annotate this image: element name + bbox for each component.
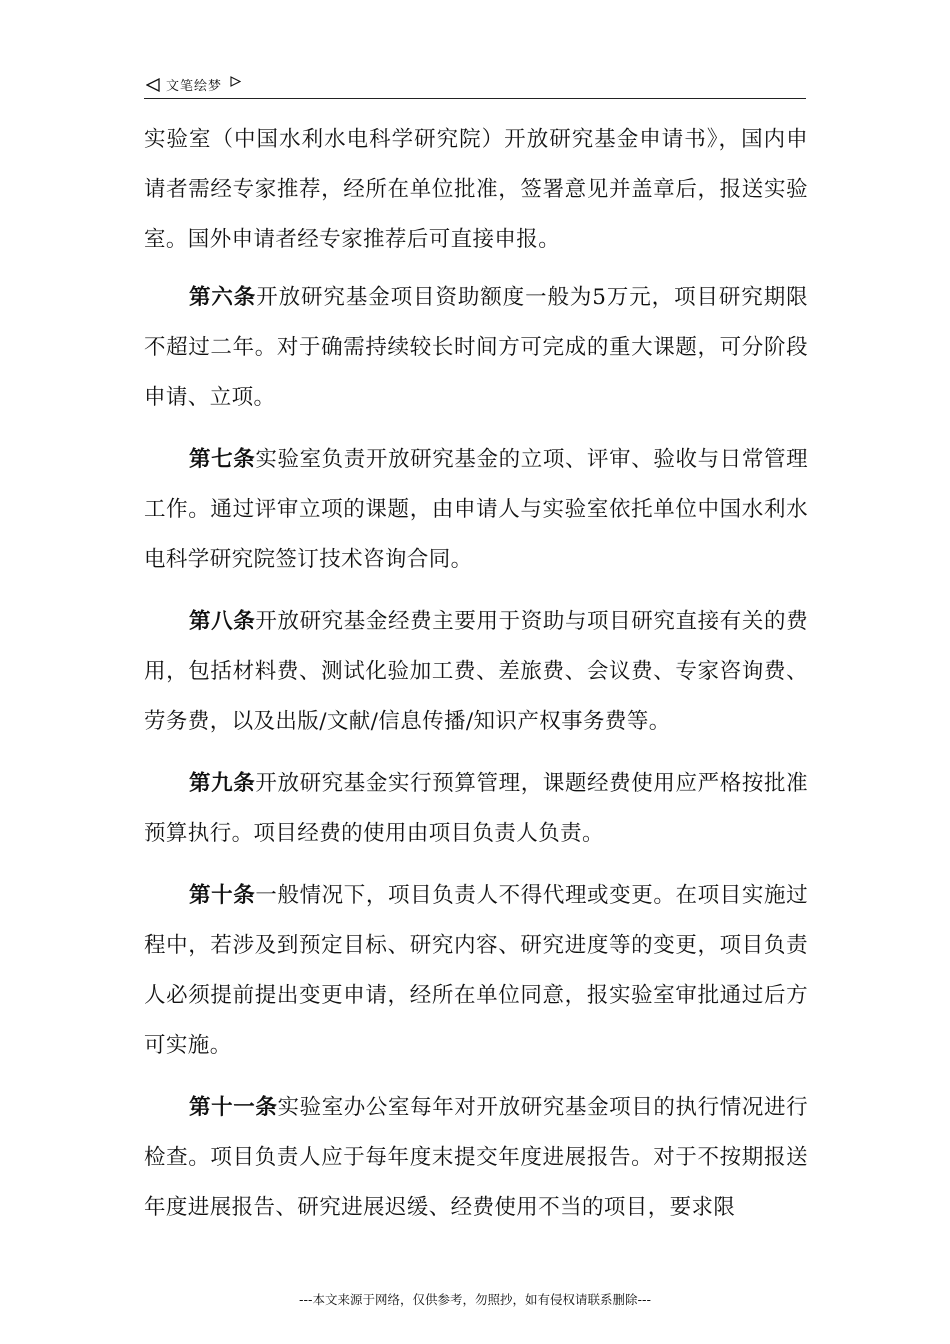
article-9	[144, 759, 808, 859]
article-8	[144, 597, 808, 747]
triangle-left-outline-icon	[146, 78, 160, 92]
header-brand: 文笔绘梦	[166, 79, 223, 94]
article-number: 第十条	[189, 883, 256, 908]
article-text: 实验室负责开放研究基金的立项、评审、验收与日常管理工作。通过评审立项的课题，由申请人与实验室依托单位中国水利水电科学研究院签订技术咨询合同。	[144, 447, 808, 572]
article-number: 第十一条	[189, 1095, 278, 1120]
document-body	[144, 115, 808, 1245]
article-11	[144, 1083, 808, 1233]
article-number: 第六条	[189, 285, 257, 310]
article-text: 开放研究基金项目资助额度一般为5万元，项目研究期限不超过二年。对于确需持续较长时间方可完成的重大课题，可分阶段申请、立项。	[144, 285, 808, 410]
article-10	[144, 871, 808, 1071]
article-text: 开放研究基金经费主要用于资助与项目研究直接有关的费用，包括材料费、测试化验加工费、差旅费、会议费、专家咨询费、劳务费，以及出版/文献/信息传播/知识产权事务费等。	[144, 609, 808, 734]
article-text: 开放研究基金实行预算管理，课题经费使用应严格按批准预算执行。项目经费的使用由项目负责人负责。	[144, 771, 808, 846]
article-number: 第九条	[189, 771, 256, 796]
article-number: 第七条	[189, 447, 256, 472]
triangle-right-outline-icon	[230, 76, 241, 87]
page-footer-disclaimer: ---本文来源于网络，仅供参考，勿照抄，如有侵权请联系删除---	[298, 1292, 652, 1307]
article-text: 实验室办公室每年对开放研究基金项目的执行情况进行检查。项目负责人应于每年度末提交年度进展报告。对于不按期报送年度进展报告、研究进展迟缓、经费使用不当的项目，要求限	[144, 1095, 808, 1220]
opening-paragraph: 实验室（中国水利水电科学研究院）开放研究基金申请书》，国内申请者需经专家推荐，经所在单位批准，签署意见并盖章后，报送实验室。国外申请者经专家推荐后可直接申报。	[144, 127, 808, 252]
article-7	[144, 435, 808, 585]
article-text: 一般情况下，项目负责人不得代理或变更。在项目实施过程中，若涉及到预定目标、研究内容、研究进度等的变更，项目负责人必须提前提出变更申请，经所在单位同意，报实验室审批通过后方可实施。	[144, 883, 808, 1058]
page-header	[144, 72, 806, 99]
article-6	[144, 273, 808, 423]
article-number: 第八条	[189, 609, 256, 634]
